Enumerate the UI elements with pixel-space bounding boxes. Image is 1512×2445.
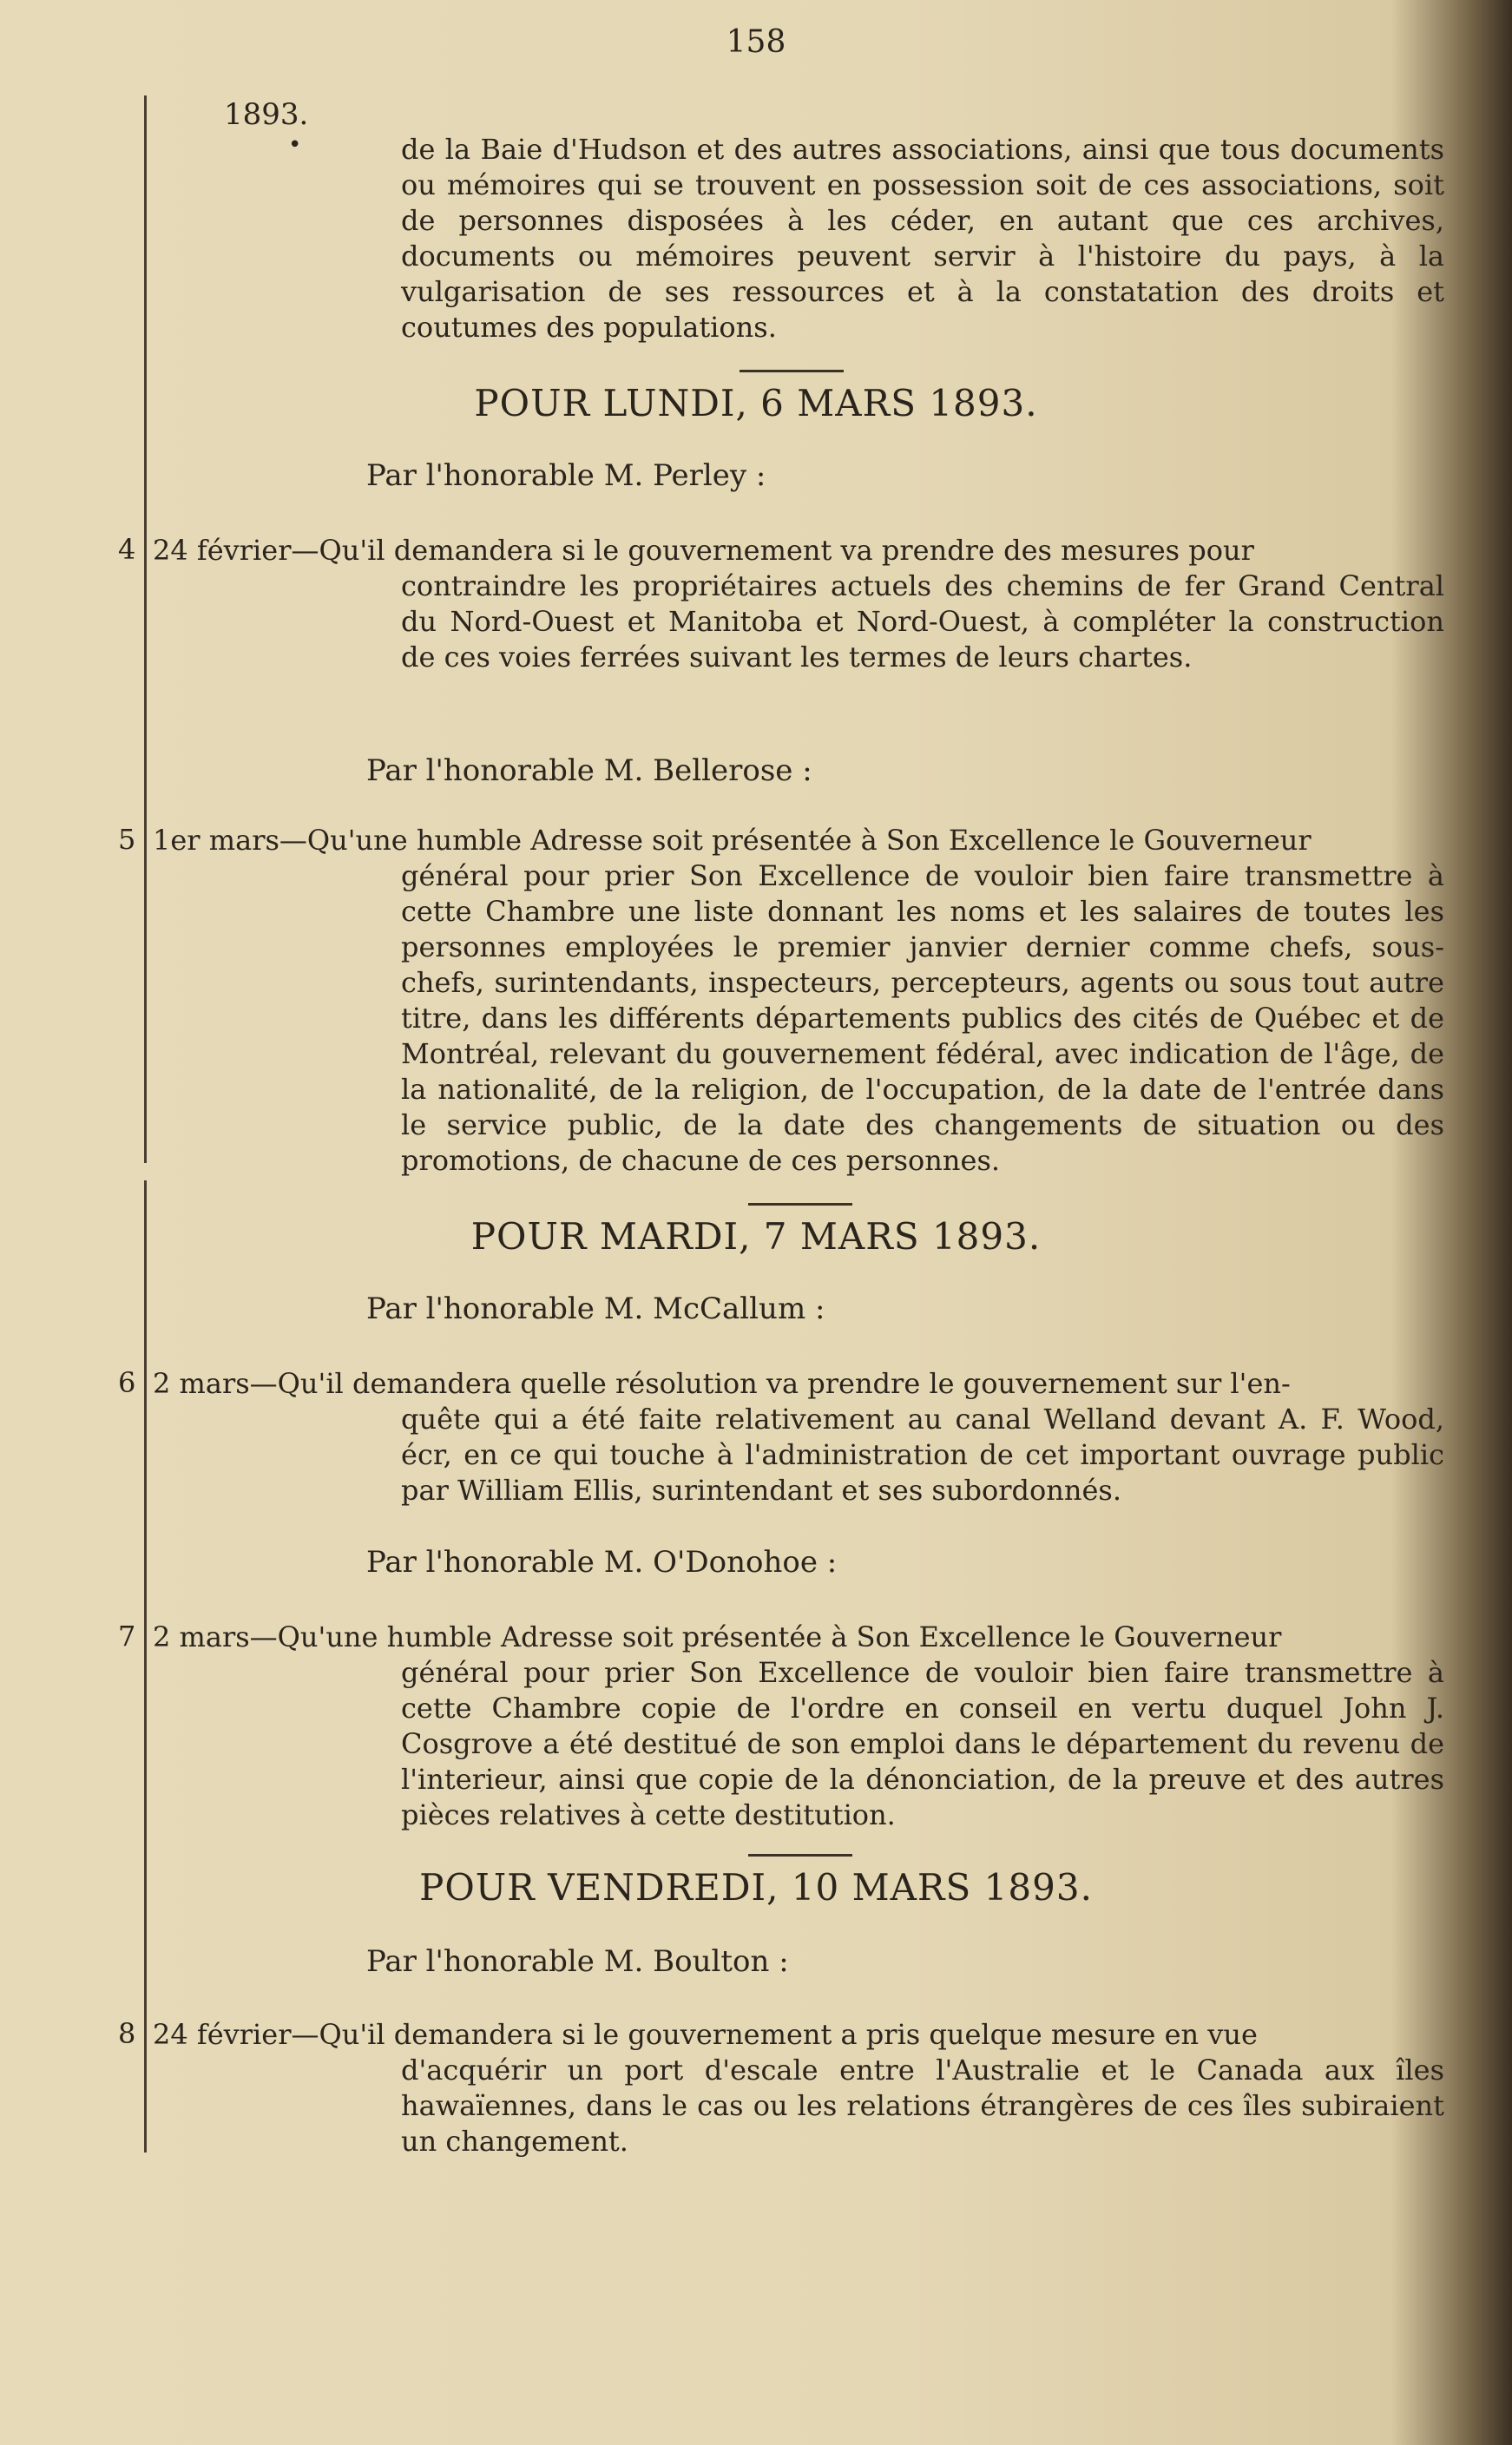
margin-rule [144,1180,147,2153]
motion-first-line: Qu'il demandera si le gouvernement va prendre des mesures pour [319,534,1254,567]
section-divider [748,1854,852,1857]
motion-continuation: d'acquérir un port d'escale entre l'Australie et le Canada aux îles hawaïennes, dans le cas ou les relations étrangères de ces îles subiraient un changement. [401,2054,1444,2158]
section-title: POUR LUNDI, 6 MARS 1893. [474,382,1038,424]
motion-first-line: Qu'une humble Adresse soit présentée à Son Excellence le Gouverneur [306,824,1311,857]
motion-date: 1er mars— [153,824,307,857]
motion-byline: Par l'honorable M. Bellerose : [366,753,812,788]
motion-first-line: Qu'une humble Adresse soit présentée à Son Excellence le Gouverneur [277,1620,1282,1653]
motion-byline: Par l'honorable M. Boulton : [366,1944,789,1979]
page-number: 158 [726,24,786,60]
motion-first-line: Qu'il demandera si le gouvernement a pris quelque mesure en vue [319,2018,1258,2051]
motion-byline: Par l'honorable M. Perley : [366,458,766,493]
motion-number: 5 [118,823,136,856]
motion-date: 2 mars— [153,1620,278,1653]
motion-continuation: général pour prier Son Excellence de vouloir bien faire transmettre à cette Chambre une liste donnant les noms et les salaires de toutes les personnes employées le premier janvier dernier comme chefs, sous-chefs, surintendants, inspecteurs, percepteurs, agents ou sous tout autre titre, dans les différents départements publics des cités de Québec et de Montréal, relevant du gouvernement fédéral, avec indication de l'âge, de la nationalité, de la religion, de l'occupation, de la date de l'entrée dans le service public, de la date des changements de situation ou des promotions, de chacune de ces personnes. [401,859,1444,1177]
motion-number: 4 [118,533,136,566]
margin-rule [144,95,147,1163]
bullet-marker: • [288,132,302,158]
motion-continuation: quête qui a été faite relativement au canal Welland devant A. F. Wood, écr, en ce qui touche à l'administration de cet important ouvrage public par William Ellis, surintendant et ses subordonnés. [401,1403,1444,1507]
motion-byline: Par l'honorable M. O'Donohoe : [366,1545,838,1580]
section-divider [740,370,844,372]
motion-date: 2 mars— [153,1367,278,1400]
year-marker: 1893. [224,97,309,132]
motion-number: 6 [118,1366,136,1399]
motion-text [153,533,1444,675]
motion-continuation: général pour prier Son Excellence de vouloir bien faire transmettre à cette Chambre copie de l'ordre en conseil en vertu duquel John J. Cosgrove a été destitué de son emploi dans le département du revenu de l'interieur, ainsi que copie de la dénonciation, de la preuve et des autres pièces relatives à cette destitution. [401,1656,1444,1831]
section-divider [748,1203,852,1206]
section-title: POUR MARDI, 7 MARS 1893. [470,1215,1042,1258]
section-title: POUR VENDREDI, 10 MARS 1893. [419,1866,1093,1909]
motion-text [153,2017,1444,2159]
motion-number: 8 [118,2017,136,2050]
motion-text [153,1366,1444,1508]
motion-text [153,1620,1444,1833]
motion-date: 24 février— [153,534,319,567]
motion-continuation: contraindre les propriétaires actuels des chemins de fer Grand Central du Nord-Ouest et Manitoba et Nord-Ouest, à compléter la construction de ces voies ferrées suivant les termes de leurs chartes. [401,569,1444,674]
motion-byline: Par l'honorable M. McCallum : [366,1292,825,1326]
motion-number: 7 [118,1620,136,1653]
motion-first-line: Qu'il demandera quelle résolution va prendre le gouvernement sur l'en- [277,1367,1291,1400]
motion-text [153,823,1444,1179]
motion-date: 24 février— [153,2018,319,2051]
opening-paragraph: de la Baie d'Hudson et des autres associations, ainsi que tous documents ou mémoires qui se trouvent en possession soit de ces associations, soit de personnes disposées à les céder, en autant que ces archives, documents ou mémoires peuvent servir à l'histoire du pays, à la vulgarisation de ses ressources et à la constatation des droits et coutumes des populations. [401,133,1444,344]
